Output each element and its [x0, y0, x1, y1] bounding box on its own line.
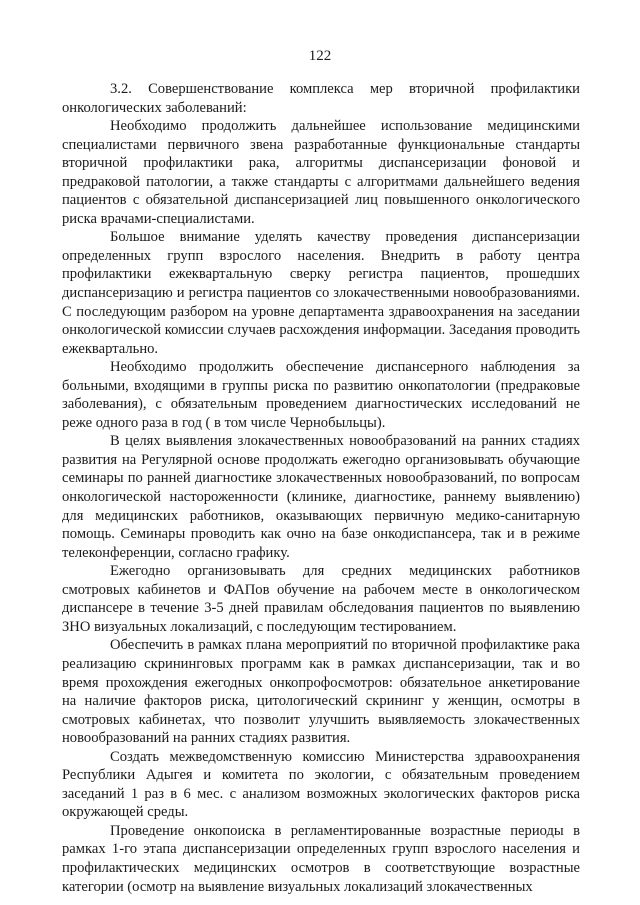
- document-body: [62, 80, 580, 896]
- paragraph-interagency-commission: Создать межведомственную комиссию Министерства здравоохранения Республики Адыгея и комитета по экологии, с обязательным проведением заседаний 1 раз в 6 мес. с анализом возможных экологических факторов риска окружающей среды.: [62, 748, 580, 821]
- paragraph-standards: Необходимо продолжить дальнейшее использование медицинскими специалистами первичного звена разработанные функциональные стандарты вторичной профилактики рака, алгоритмы диспансеризации фоновой и предраковой патологии, а также стандарты с алгоритмами дальнейшего ведения пациентов с обязательной диспансеризацией лиц повышенного онкологического риска врачами-специалистами.: [62, 118, 580, 227]
- section-heading-paragraph: 3.2. Совершенствование комплекса мер вторичной профилактики онкологических заболеваний:: [62, 81, 580, 116]
- paragraph-nurse-training: Ежегодно организовывать для средних медицинских работников смотровых кабинетов и ФАПов обучение на рабочем месте в онкологическом диспансере в течение 3-5 дней правилам обследования пациентов по выявлению ЗНО визуальных локализаций, с последующим тестированием.: [62, 563, 580, 635]
- paragraph-screening-programs: Обеспечить в рамках плана мероприятий по вторичной профилактике рака реализацию скрининговых программ как в рамках диспансеризации, так и во время прохождения ежегодных онкопрофосмотров: обязательное анкетирование на наличие факторов риска, цитологический скрининг у женщин, осмотры в смотровых кабинетах, что позволит улучшить выявляемость злокачественных новообразований на ранних стадиях развития.: [62, 637, 580, 747]
- paragraph-oncosearch: Проведение онкопоиска в регламентированные возрастные периоды в рамках 1-го этапа диспансеризации определенных групп взрослого населения и профилактических медицинских осмотров в соответствующие возрастные категории (осмотр на выявление визуальных локализаций злокачественных: [62, 822, 580, 895]
- paragraph-training-seminars: В целях выявления злокачественных новообразований на ранних стадиях развития на Регулярной основе продолжать ежегодно организовывать обучающие семинары по ранней диагностике злокачественных новообразований, по вопросам онкологической настороженности (клинике, диагностике, раннему выявлению) для медицинских работников, оказывающих первичную медико-санитарную помощь. Семинары проводить как очно на базе онкодиспансера, так и в режиме телеконференции, согласно графику.: [62, 433, 580, 561]
- paragraph-dispensarization-quality: Большое внимание уделять качеству проведения диспансеризации определенных групп взрослого населения. Внедрить в работу центра профилактики ежеквартальную сверку регистра пациентов, прошедших диспансеризацию и регистра пациентов со злокачественными новообразованиями. С последующим разбором на уровне департамента здравоохранения на заседании онкологической комиссии случаев расхождения информации. Заседания проводить ежеквартально.: [62, 229, 580, 357]
- page-number: 122: [308, 48, 332, 64]
- paragraph-risk-group-observation: Необходимо продолжить обеспечение диспансерного наблюдения за больными, входящими в группы риска по развитию онкопатологии (предраковые заболевания), с обязательным проведением диагностических исследований не реже одного раза в год ( в том числе Чернобыльцы).: [62, 359, 580, 431]
